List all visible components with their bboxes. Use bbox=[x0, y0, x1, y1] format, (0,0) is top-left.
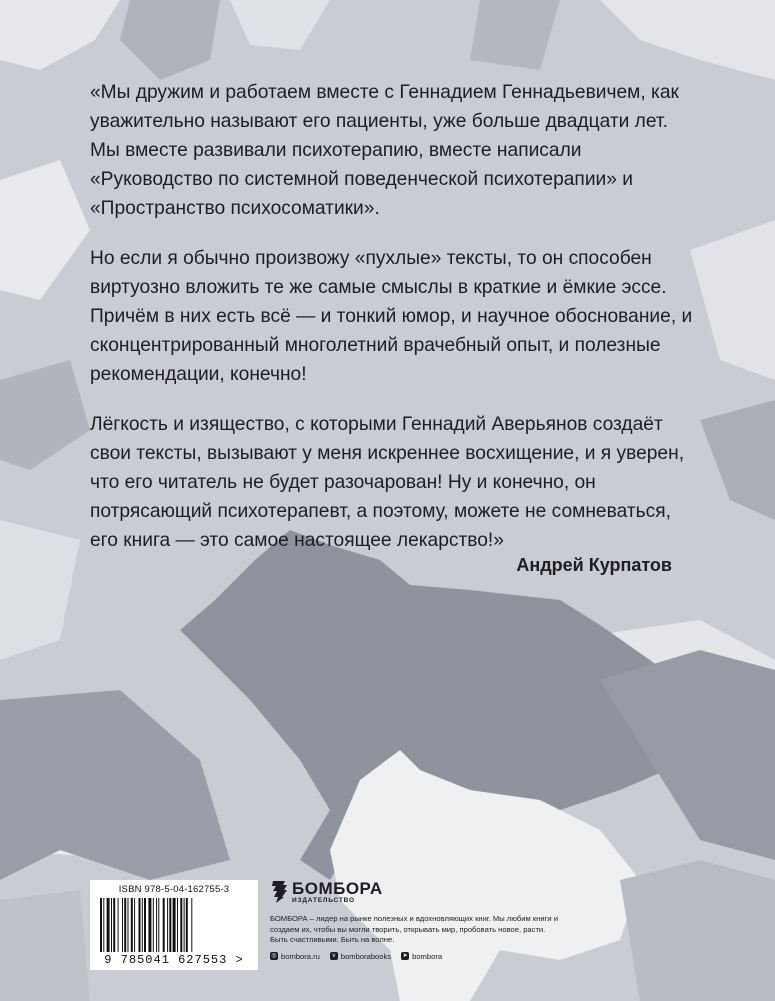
social-label: bombora.ru bbox=[281, 951, 320, 961]
barcode-bar bbox=[131, 898, 133, 952]
barcode-bar bbox=[177, 898, 178, 952]
barcode-bar bbox=[107, 898, 110, 952]
barcode-bars bbox=[98, 898, 250, 952]
barcode-bar bbox=[180, 898, 182, 952]
barcode-bar bbox=[153, 898, 154, 952]
barcode-bar bbox=[148, 898, 151, 952]
barcode-bar bbox=[142, 898, 143, 952]
barcode-digits: 9 785041 627553 > bbox=[104, 953, 244, 967]
barcode-bar bbox=[122, 898, 123, 952]
barcode-bar bbox=[144, 898, 146, 952]
bombora-logo-icon bbox=[270, 881, 288, 903]
barcode-bar bbox=[169, 898, 171, 952]
social-links bbox=[270, 952, 560, 961]
vk-icon: v bbox=[330, 952, 338, 960]
quote-paragraph: Но если я обычно произвожу «пухлые» тексты, то он способен виртуозно вложить те же самые смыслы в краткие и ёмкие эссе. Причём в них есть всё — и тонкий юмор, и научное обоснование, и сконцентрированный многолетний врачебный опыт, и полезные рекомендации, конечно! bbox=[90, 248, 693, 385]
publisher-block bbox=[270, 880, 560, 961]
barcode-bar bbox=[124, 898, 126, 952]
barcode-bar bbox=[134, 898, 135, 952]
publisher-description: БОМБОРА – лидер на рынке полезных и вдохновляющих книг. Мы любим книги и создаем их, чтобы вы могли творить, открывать мир, пробовать новое, расти. Быть счастливыми. Быть на волне. bbox=[270, 914, 558, 944]
social-label: bombora bbox=[412, 951, 443, 961]
barcode-bar bbox=[100, 898, 102, 952]
publisher-name: БОМБОРА bbox=[292, 879, 383, 898]
barcode-bar bbox=[113, 898, 115, 952]
quote-paragraph: «Мы дружим и работаем вместе с Геннадием Геннадьевичем, как уважительно называют его пациенты, уже больше двадцати лет. Мы вместе развивали психотерапию, вместе написали «Руководство по системной поведенческой психотерапии» и «Пространство психосоматики». bbox=[90, 82, 679, 219]
barcode-bar bbox=[128, 898, 129, 952]
barcode-bar bbox=[163, 898, 165, 952]
telegram-icon: ➤ bbox=[402, 953, 408, 959]
quote-author: Андрей Курпатов bbox=[516, 555, 672, 575]
quote-paragraph: Лёгкость и изящество, с которыми Геннадий Аверьянов создаёт свои тексты, вызывают у меня искреннее восхищение, и я уверен, что его читатель не будет разочарован! Ну и конечно, он потрясающий психотерапевт, а поэтому, можете не сомневаться, его книга — это самое настоящее лекарство!» bbox=[90, 414, 685, 551]
quote-text bbox=[90, 78, 700, 576]
barcode bbox=[90, 880, 258, 970]
barcode-bar bbox=[156, 898, 157, 952]
social-link[interactable] bbox=[330, 952, 391, 961]
barcode-bar bbox=[139, 898, 141, 952]
barcode-bar bbox=[118, 898, 119, 952]
barcode-bar bbox=[184, 898, 185, 952]
isbn-label: ISBN 978-5-04-162755-3 bbox=[118, 884, 230, 895]
publisher-subtitle: ИЗДАТЕЛЬСТВО bbox=[292, 897, 355, 904]
barcode-bar bbox=[103, 898, 104, 952]
barcode-bar bbox=[167, 898, 168, 952]
barcode-bar bbox=[111, 898, 112, 952]
social-link[interactable] bbox=[401, 952, 442, 961]
barcode-bar bbox=[158, 898, 159, 952]
social-label: bomborabooks bbox=[340, 951, 392, 961]
publisher-logo bbox=[270, 880, 560, 904]
instagram-icon: ◎ bbox=[271, 953, 277, 959]
social-link[interactable] bbox=[270, 952, 320, 961]
barcode-bar bbox=[186, 898, 188, 952]
barcode-bar bbox=[173, 898, 176, 952]
barcode-bar bbox=[191, 898, 192, 952]
